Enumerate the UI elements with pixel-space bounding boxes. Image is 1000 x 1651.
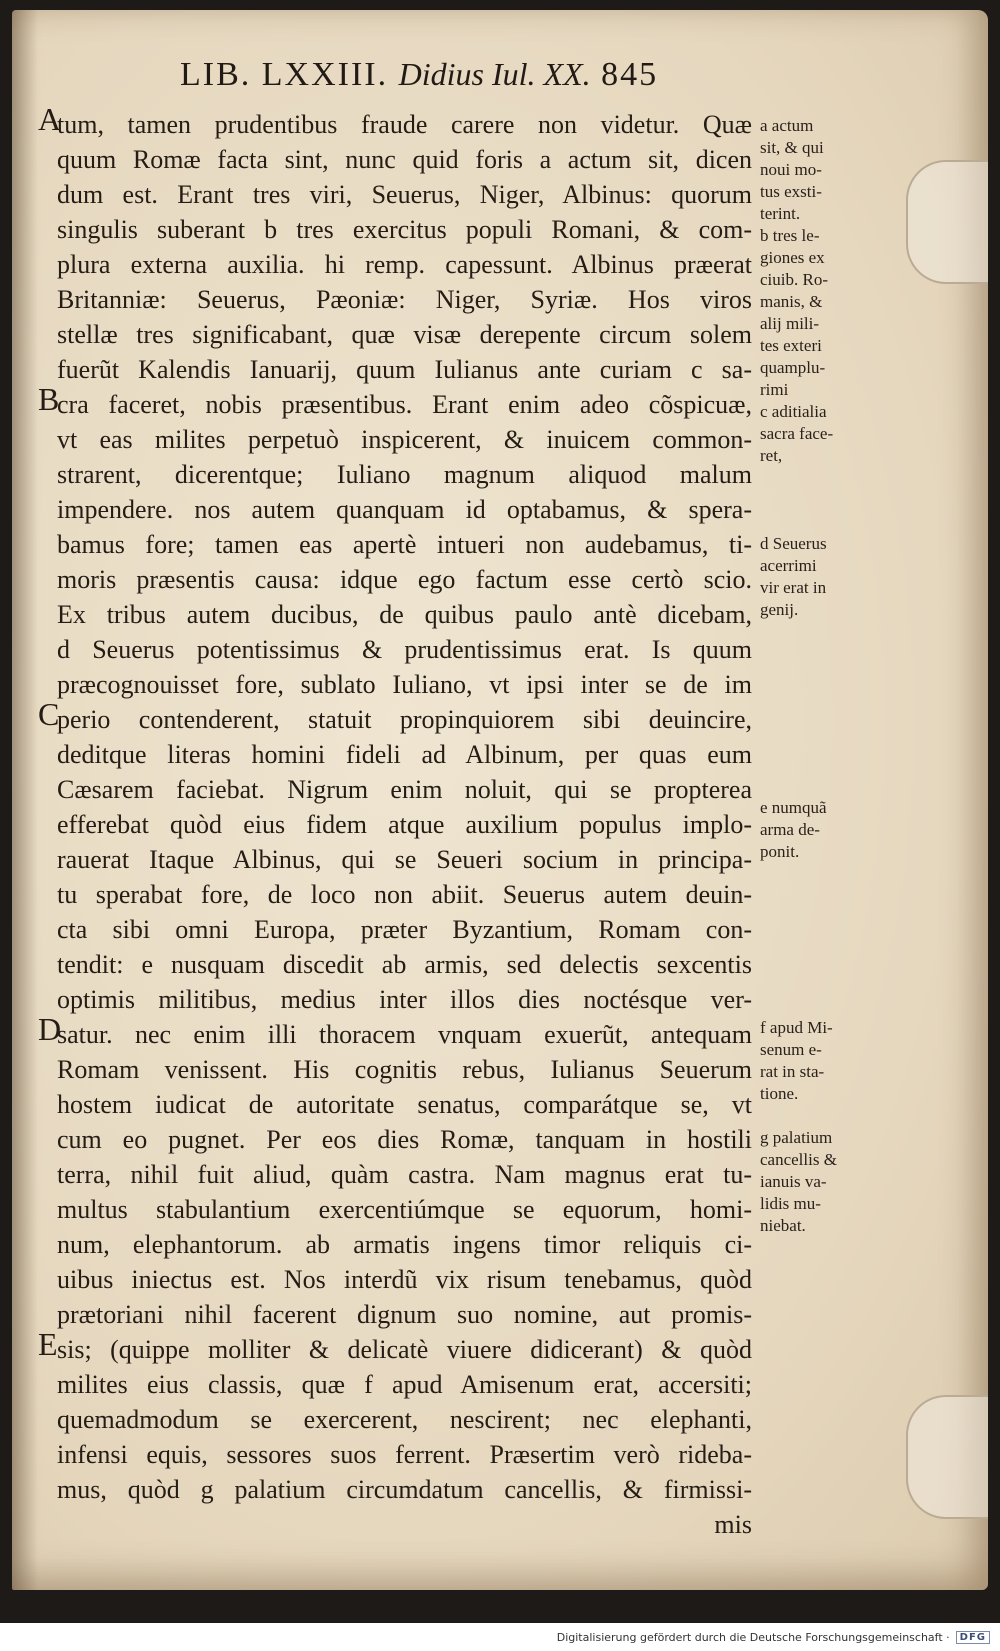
margin-note-line: tus exsti- xyxy=(760,182,822,201)
margin-note-line: ponit. xyxy=(760,842,800,861)
digitization-footer xyxy=(0,1623,1000,1651)
text-line: cra faceret, nobis præsentibus. Erant enim adeo cõspicuæ, xyxy=(57,390,752,419)
margin-note xyxy=(760,401,880,467)
text-line: optimis militibus, medius inter illos dies noctésque ver- xyxy=(57,985,752,1014)
margin-note-line: rimi xyxy=(760,380,789,399)
text-line: perio contenderent, statuit propinquiorem sibi deuincire, xyxy=(57,705,752,734)
margin-note-line: niebat. xyxy=(760,1216,806,1235)
footer-credit: Digitalisierung gefördert durch die Deutsche Forschungsgemeinschaft · xyxy=(556,1630,950,1644)
section-letter: B xyxy=(38,381,60,417)
text-line: milites eius classis, quæ f apud Amisenum erat, accersiti; xyxy=(57,1370,752,1399)
margin-note-line: acerrimi xyxy=(760,556,817,575)
margin-note-line: ciuib. Ro- xyxy=(760,270,828,289)
margin-note-line: quamplu- xyxy=(760,358,826,377)
text-line: uibus iniectus est. Nos interdũ vix risum tenebamus, quòd xyxy=(57,1265,752,1294)
text-line: infensi equis, sessores suos ferrent. Præsertim verò rideba- xyxy=(57,1440,752,1469)
margin-note-line: tes exteri xyxy=(760,336,822,355)
page-tab-upper xyxy=(906,160,988,284)
text-line: tu sperabat fore, de loco non abiit. Seuerus autem deuin- xyxy=(57,880,752,909)
margin-note-line: terint. xyxy=(760,204,801,223)
text-line: bamus fore; tamen eas apertè intueri non audebamus, ti- xyxy=(57,530,752,559)
margin-note-line: manis, & xyxy=(760,292,823,311)
section-letter: D xyxy=(38,1011,62,1047)
margin-note xyxy=(760,797,880,863)
margin-note-line: ret, xyxy=(760,446,783,465)
margin-note-line: ianuis va- xyxy=(760,1172,827,1191)
text-line: cum eo pugnet. Per eos dies Romæ, tanquam in hostili xyxy=(57,1125,752,1154)
margin-note-line: sacra face- xyxy=(760,424,834,443)
text-line: tum, tamen prudentibus fraude carere non videtur. Quæ xyxy=(57,110,752,139)
text-line: multus stabulantium exercentiúmque se equorum, homi- xyxy=(57,1195,752,1224)
text-line: stellæ tres significabant, quæ visæ derepente circum solem xyxy=(57,320,752,349)
book-number: LIB. LXXIII. xyxy=(180,56,389,93)
text-line: cta sibi omni Europa, præter Byzantium, Romam con- xyxy=(57,915,752,944)
text-line: prætoriani nihil facerent dignum suo nomine, aut promis- xyxy=(57,1300,752,1329)
margin-note-line: rat in sta- xyxy=(760,1062,825,1081)
text-line: vt eas milites perpetuò inspicerent, & inuicem common- xyxy=(57,425,752,454)
text-line: efferebat quòd eius fidem atque auxilium populus implo- xyxy=(57,810,752,839)
running-header xyxy=(180,56,820,94)
text-line: impendere. nos autem quanquam id optabamus, & spera- xyxy=(57,495,752,524)
text-line: d Seuerus potentissimus & prudentissimus erat. Is quum xyxy=(57,635,752,664)
margin-note-line: tione. xyxy=(760,1084,799,1103)
text-line: terra, nihil fuit aliud, quàm castra. Nam magnus erat tu- xyxy=(57,1160,752,1189)
text-line: singulis suberant b tres exercitus populi Romani, & com- xyxy=(57,215,752,244)
dfg-logo-icon: DFG xyxy=(956,1631,990,1644)
text-line: deditque literas homini fideli ad Albinum, per quas eum xyxy=(57,740,752,769)
margin-note-line: lidis mu- xyxy=(760,1194,821,1213)
page-tab-lower xyxy=(906,1395,988,1519)
margin-note-line: g palatium xyxy=(760,1128,833,1147)
text-line: præcognouisset fore, sublato Iuliano, vt ipsi inter se de im xyxy=(57,670,752,699)
margin-note-line: cancellis & xyxy=(760,1150,837,1169)
section-letter: C xyxy=(38,696,60,732)
margin-note-line: noui mo- xyxy=(760,160,822,179)
margin-note-line: senum e- xyxy=(760,1040,822,1059)
text-line: moris præsentis causa: idque ego factum esse certò scio. xyxy=(57,565,752,594)
section-letter: A xyxy=(38,101,62,137)
main-text-block xyxy=(57,107,752,1542)
margin-note xyxy=(760,533,880,621)
text-line: Britanniæ: Seuerus, Pæoniæ: Niger, Syriæ. Hos viros xyxy=(57,285,752,314)
text-line: sis; (quippe molliter & delicatè viuere didicerant) & quòd xyxy=(57,1335,752,1364)
text-line: plura externa auxilia. hi remp. capessunt. Albinus præerat xyxy=(57,250,752,279)
text-line: quemadmodum se exercerent, nescirent; nec elephanti, xyxy=(57,1405,752,1434)
text-line: mus, quòd g palatium circumdatum cancellis, & firmissi- xyxy=(57,1475,752,1504)
margin-note-line: e numquã xyxy=(760,798,827,817)
margin-note xyxy=(760,1017,880,1105)
margin-note-line: d Seuerus xyxy=(760,534,827,553)
text-line: fuerũt Kalendis Ianuarij, quum Iulianus ante curiam c sa- xyxy=(57,355,752,384)
text-line: strarent, dicerentque; Iuliano magnum aliquod malum xyxy=(57,460,752,489)
text-line: Romam venissent. His cognitis rebus, Iulianus Seuerum xyxy=(57,1055,752,1084)
text-line: Cæsarem faciebat. Nigrum enim noluit, qui se propterea xyxy=(57,775,752,804)
margin-note xyxy=(760,225,880,401)
margin-note-line: sit, & qui xyxy=(760,138,824,157)
text-line: tendit: e nusquam discedit ab armis, sed delectis sexcentis xyxy=(57,950,752,979)
margin-note-line: vir erat in xyxy=(760,578,827,597)
margin-note-line: giones ex xyxy=(760,248,825,267)
margin-note-line: f apud Mi- xyxy=(760,1018,833,1037)
text-line: satur. nec enim illi thoracem vnquam exuerũt, antequam xyxy=(57,1020,752,1049)
text-line: mis xyxy=(714,1510,752,1539)
margin-note-line: b tres le- xyxy=(760,226,820,245)
margin-note xyxy=(760,1127,880,1237)
margin-note-line: arma de- xyxy=(760,820,820,839)
margin-note-line: genij. xyxy=(760,600,799,619)
text-line: rauerat Itaque Albinus, qui se Seueri socium in principa- xyxy=(57,845,752,874)
margin-note-line: alij mili- xyxy=(760,314,820,333)
text-line: Ex tribus autem ducibus, de quibus paulo antè dicebam, xyxy=(57,600,752,629)
text-line: hostem iudicat de autoritate senatus, comparátque se, vt xyxy=(57,1090,752,1119)
section-letter: E xyxy=(38,1326,58,1362)
margin-note-line: a actum xyxy=(760,116,814,135)
margin-note xyxy=(760,115,880,225)
text-line: num, elephantorum. ab armatis ingens timor reliquis ci- xyxy=(57,1230,752,1259)
running-title: Didius Iul. XX. xyxy=(398,56,591,92)
text-line: dum est. Erant tres viri, Seuerus, Niger, Albinus: quorum xyxy=(57,180,752,209)
page-gutter-shadow xyxy=(12,10,38,1590)
text-line: quum Romæ facta sint, nunc quid foris a actum sit, dicen xyxy=(57,145,752,174)
page-number: 845 xyxy=(601,56,659,93)
margin-note-line: c aditialia xyxy=(760,402,827,421)
